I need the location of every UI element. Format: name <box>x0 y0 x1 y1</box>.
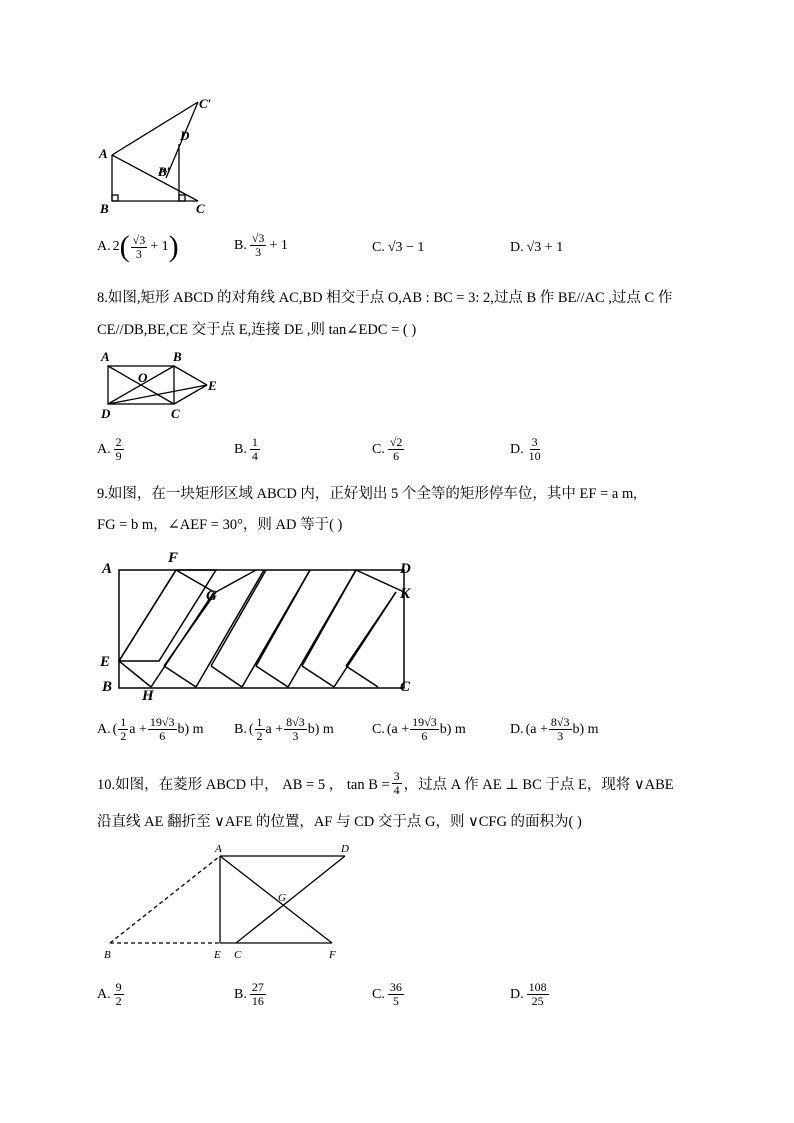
q10-text-line1: 10.如图，在菱形 ABCD 中， AB = 5 ， tan B = $\frac{3}{4}$ ，过点 A 作 AE ⊥ BC 于点 E，现将 ∨ABE <box>97 769 674 797</box>
q10-option-c[interactable]: C. $\frac{36}{5}$ <box>372 980 402 1008</box>
q9-option-a[interactable]: A. ( $\frac{1}{2}$ a + $\frac{19√3}{6}$ b) m <box>97 715 204 743</box>
label-q7-C: C <box>196 201 205 216</box>
figure-q8 <box>96 348 226 424</box>
q9-option-c[interactable]: C. (a + $\frac{19√3}{6}$ b) m <box>372 715 466 743</box>
label-q9-F: F <box>168 550 179 566</box>
label-q10-A: A <box>215 843 222 855</box>
q9-text-line2: FG = b m，∠AEF = 30°，则 AD 等于( ) <box>97 517 343 533</box>
q8-option-a[interactable]: A. $\frac{2}{9}$ <box>97 435 122 463</box>
q7-option-a[interactable]: A. 2 ( $\frac{√3}{3}$ + 1 ) <box>97 230 179 263</box>
label-q8-C: C <box>171 406 180 421</box>
label-q10-G: G <box>278 892 286 904</box>
label-q9-K: K <box>400 586 411 602</box>
label-q10-E: E <box>214 949 221 961</box>
q8-text-line2: CE//DB,BE,CE 交于点 E,连接 DE ,则 tan∠EDC = ( ) <box>97 322 417 338</box>
label-q9-B: B <box>102 679 113 695</box>
label-q9-D: D <box>400 561 411 577</box>
q8-option-d[interactable]: D. $\frac{3}{10}$ <box>510 435 541 463</box>
label-q10-F: F <box>329 949 336 961</box>
q10-option-b[interactable]: B. $\frac{27}{16}$ <box>234 980 264 1008</box>
label-q9-E: E <box>100 654 111 670</box>
label-q9-H: H <box>142 688 154 704</box>
q10-option-d[interactable]: D. $\frac{108}{25}$ <box>510 980 547 1008</box>
q8-option-c[interactable]: C. $\frac{√2}{6}$ <box>372 435 403 463</box>
label-q9-C: C <box>400 679 411 695</box>
figure-q7 <box>95 92 225 217</box>
q8-text-line1: 8.如图,矩形 ABCD 的对角线 AC,BD 相交于点 O,AB : BC = 3: 2,过点 B 作 BE//AC ,过点 C 作 <box>97 290 673 306</box>
figure-q9 <box>96 544 426 706</box>
label-q10-D: D <box>341 843 349 855</box>
label-q7-A: A <box>99 146 108 161</box>
label-q7-B: B <box>100 201 109 216</box>
label-q9-A: A <box>102 561 113 577</box>
label-q8-B: B <box>173 349 182 364</box>
label-q8-D: D <box>101 406 111 421</box>
label-q8-A: A <box>101 349 110 364</box>
q7-option-c[interactable]: C. √3 − 1 <box>372 240 425 255</box>
q9-text-line1: 9.如图，在一块矩形区域 ABCD 内，正好划出 5 个全等的矩形停车位，其中 EF = a m, <box>97 486 637 502</box>
label-q10-C: C <box>234 949 242 961</box>
label-q7-Cp: C′ <box>199 96 212 111</box>
q9-option-b[interactable]: B. ( $\frac{1}{2}$ a + $\frac{8√3}{3}$ b) m <box>234 715 334 743</box>
q7-option-d[interactable]: D. √3 + 1 <box>510 240 564 255</box>
label-q7-D: D <box>180 128 190 143</box>
figure-q10 <box>96 842 366 967</box>
q10-text-line2: 沿直线 AE 翻折至 ∨AFE 的位置，AF 与 CD 交于点 G，则 ∨CFG 的面积为( ) <box>97 814 582 830</box>
label-q9-G: G <box>206 588 217 604</box>
q8-option-b[interactable]: B. $\frac{1}{4}$ <box>234 435 258 463</box>
label-q10-B: B <box>104 949 111 961</box>
q7-option-b[interactable]: B. $\frac{√3}{3}$ + 1 <box>234 231 288 259</box>
q9-option-d[interactable]: D. (a + $\frac{8√3}{3}$ b) m <box>510 715 599 743</box>
q10-option-a[interactable]: A. $\frac{9}{2}$ <box>97 980 122 1008</box>
label-q7-Bp: B′ <box>158 164 171 179</box>
label-q8-O: O <box>138 370 148 385</box>
label-q8-E: E <box>208 378 217 393</box>
